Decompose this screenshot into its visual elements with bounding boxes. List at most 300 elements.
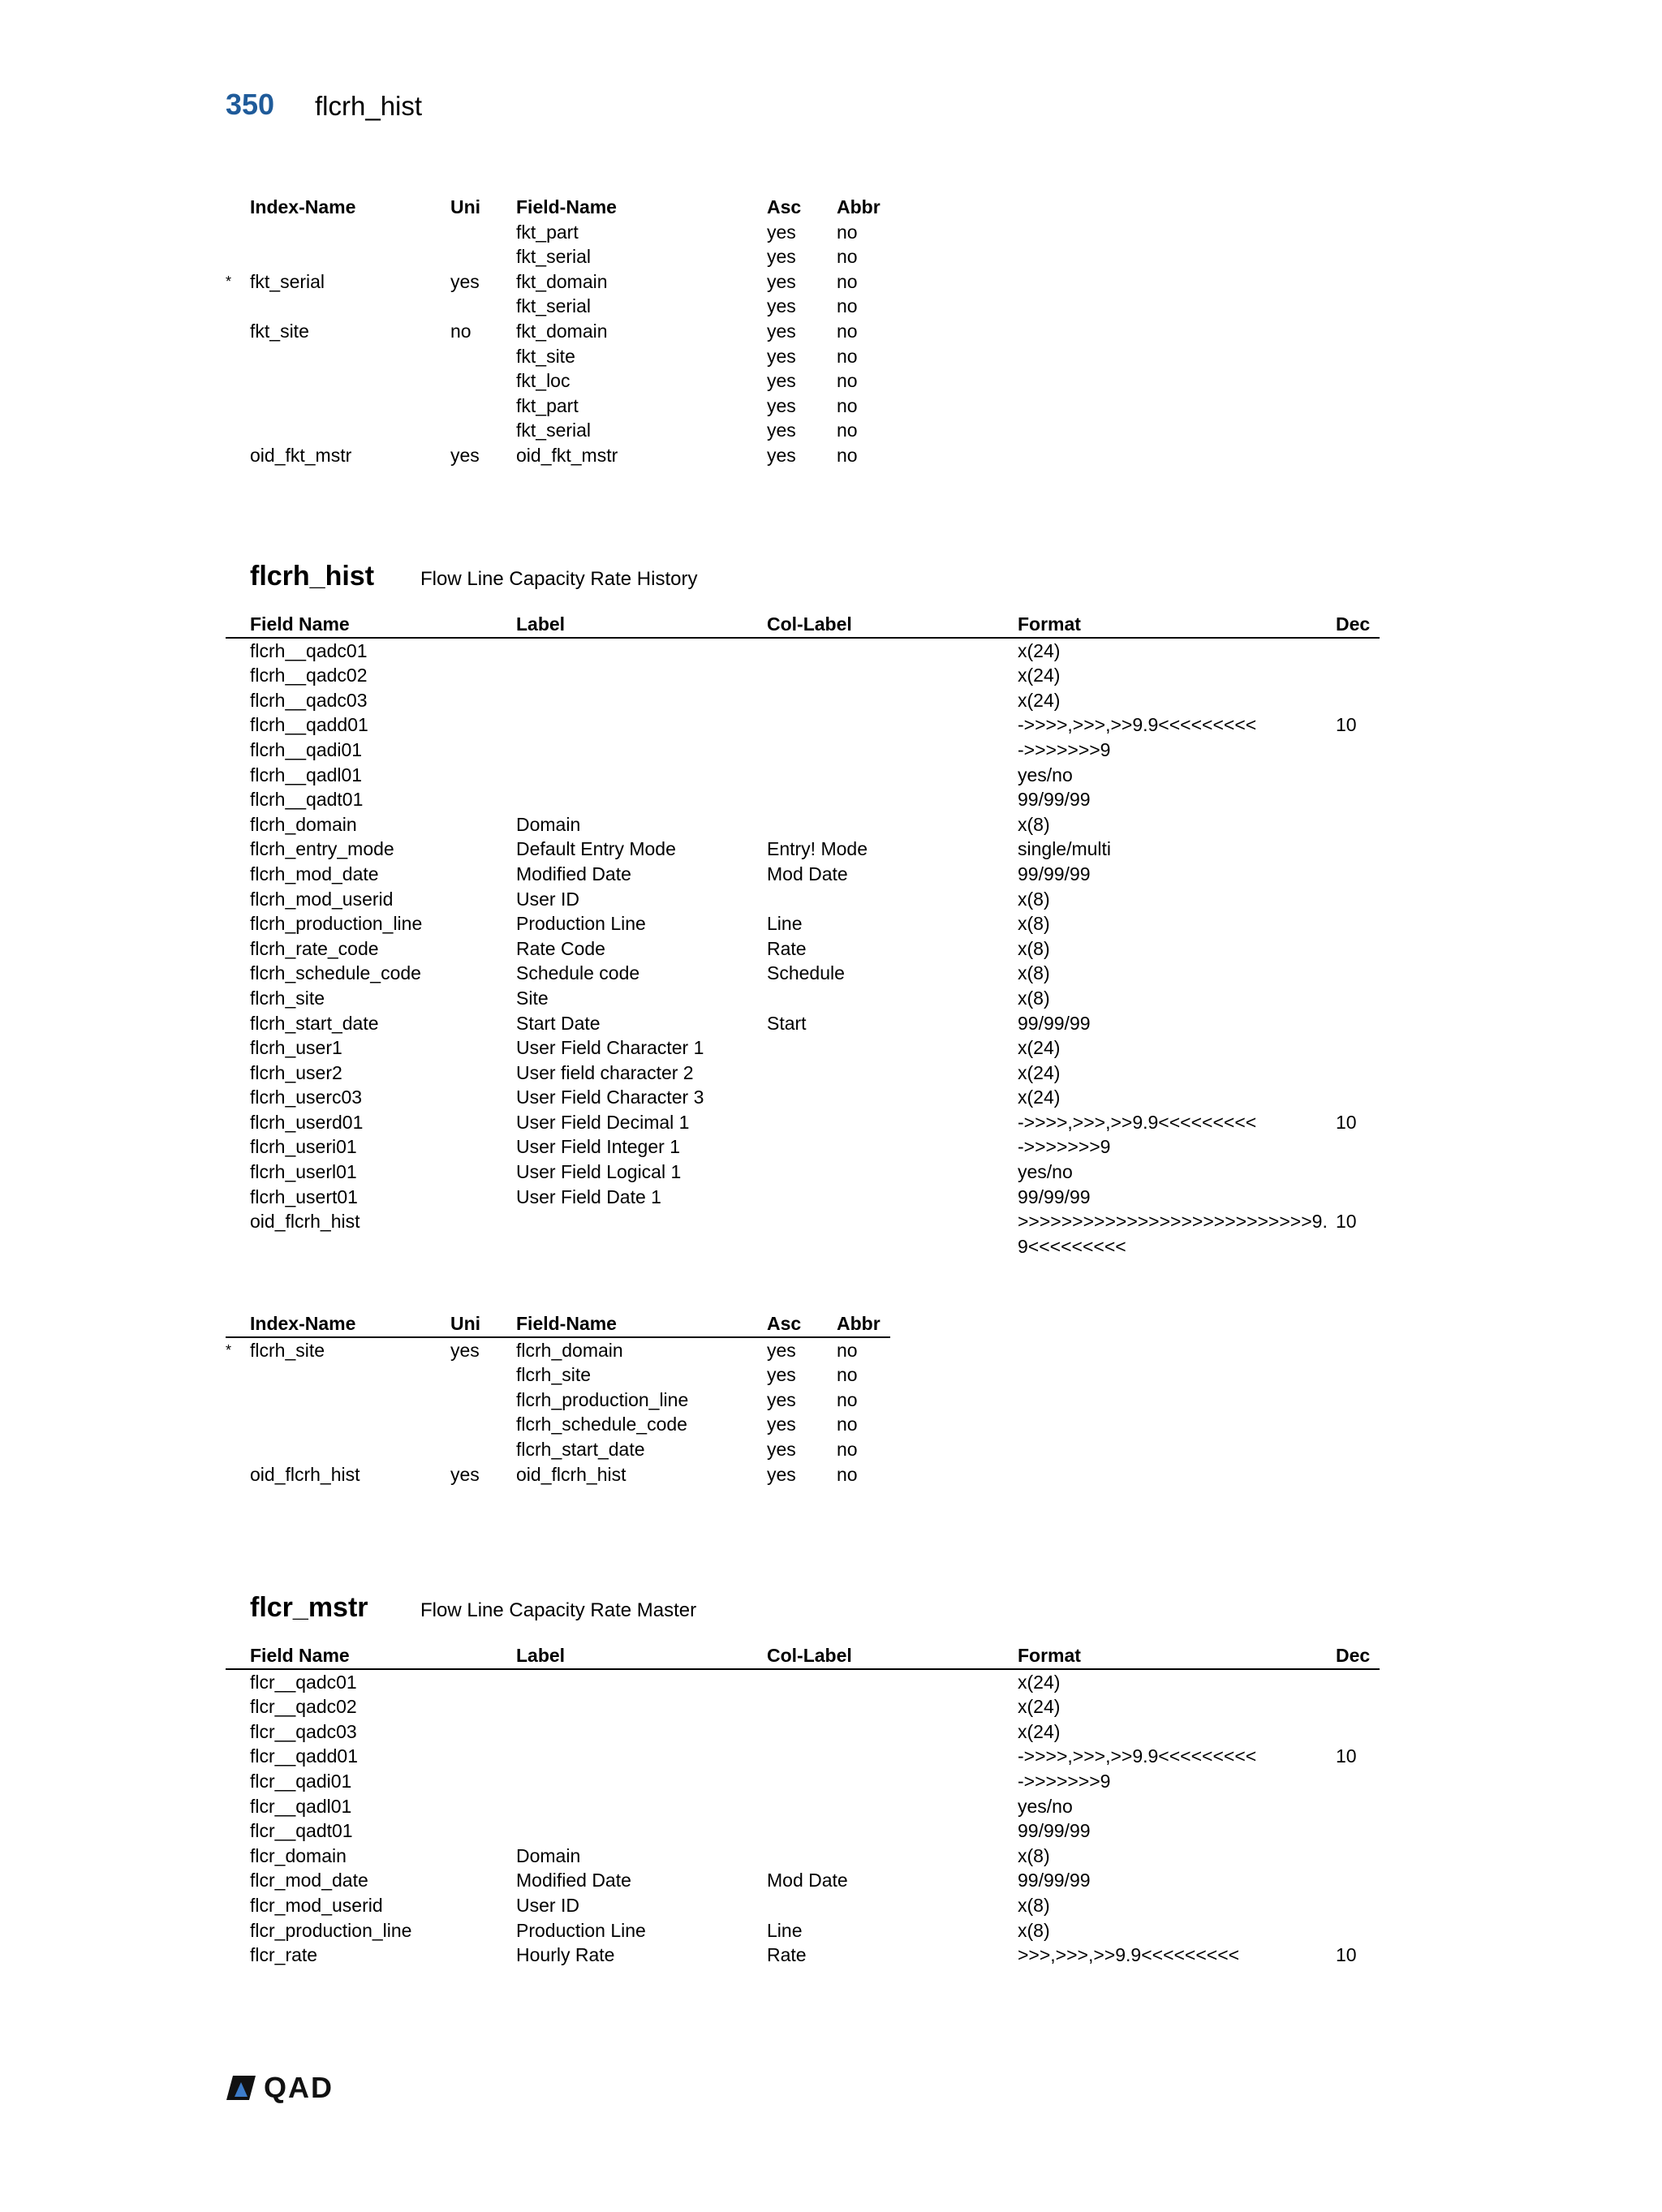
qad-logo-text: QAD bbox=[264, 2071, 334, 2104]
col-label-cell bbox=[767, 1719, 1018, 1745]
abbreviated-cell: no bbox=[837, 295, 858, 317]
field-name-cell: flcrh_user2 bbox=[250, 1061, 342, 1083]
label-cell: Modified Date bbox=[516, 863, 631, 884]
col-label-cell bbox=[767, 1769, 1018, 1794]
row-marker bbox=[226, 1918, 250, 1943]
label-cell bbox=[516, 787, 767, 812]
ascending-cell: yes bbox=[767, 295, 796, 317]
decimals-cell bbox=[1336, 1011, 1380, 1036]
label-cell: Production Line bbox=[516, 913, 646, 935]
col-label-cell bbox=[767, 1209, 1018, 1259]
row-marker bbox=[226, 1744, 250, 1769]
format-cell: x(8) bbox=[1018, 987, 1050, 1009]
index-marker bbox=[226, 394, 250, 419]
unique-cell bbox=[450, 220, 516, 245]
row-marker bbox=[226, 1769, 250, 1794]
format-cell: x(24) bbox=[1018, 689, 1061, 711]
label-cell: Production Line bbox=[516, 1919, 646, 1941]
col-label-cell: Rate bbox=[767, 1944, 807, 1966]
row-marker bbox=[226, 763, 250, 788]
index-name-cell bbox=[250, 1362, 450, 1388]
label-cell bbox=[516, 1769, 767, 1794]
col-label-cell: Mod Date bbox=[767, 863, 848, 884]
ascending-cell: yes bbox=[767, 1388, 796, 1410]
decimals-cell: 10 bbox=[1336, 714, 1357, 736]
index-marker: * bbox=[226, 1341, 232, 1358]
unique-cell bbox=[450, 344, 516, 369]
decimals-cell bbox=[1336, 787, 1380, 812]
decimals-cell bbox=[1336, 887, 1380, 912]
decimals-cell: 10 bbox=[1336, 1211, 1357, 1233]
label-cell bbox=[516, 1209, 767, 1259]
label-cell: Domain bbox=[516, 813, 581, 835]
format-cell: x(24) bbox=[1018, 1671, 1061, 1693]
index-name-cell: oid_flcrh_hist bbox=[250, 1463, 360, 1485]
label-cell: User ID bbox=[516, 888, 579, 910]
row-marker bbox=[226, 712, 250, 738]
index-name-cell bbox=[250, 244, 450, 269]
col-header-asc: Asc bbox=[767, 1311, 837, 1337]
table-row bbox=[226, 1185, 1380, 1210]
row-marker bbox=[226, 787, 250, 812]
field-name-cell: fkt_domain bbox=[516, 320, 608, 342]
field-name-cell: flcr_domain bbox=[250, 1844, 347, 1866]
abbreviated-cell: no bbox=[837, 444, 858, 466]
table-row bbox=[226, 344, 890, 369]
field-name-cell: fkt_part bbox=[516, 221, 579, 243]
row-marker bbox=[226, 1694, 250, 1719]
table-row bbox=[226, 1918, 1380, 1943]
row-marker bbox=[226, 1061, 250, 1086]
table-row bbox=[226, 1844, 1380, 1869]
index-name-cell bbox=[250, 418, 450, 443]
col-label-cell bbox=[767, 663, 1018, 688]
abbreviated-cell: no bbox=[837, 370, 858, 392]
decimals-cell: 10 bbox=[1336, 1745, 1357, 1767]
col-header-label: Label bbox=[516, 612, 767, 638]
table-row bbox=[226, 1337, 890, 1363]
table-row bbox=[226, 1412, 890, 1437]
col-label-cell: Start bbox=[767, 1012, 807, 1034]
ascending-cell: yes bbox=[767, 221, 796, 243]
field-name-cell: flcrh_userl01 bbox=[250, 1161, 357, 1183]
table-row bbox=[226, 812, 1380, 837]
abbreviated-cell: no bbox=[837, 345, 858, 367]
unique-cell bbox=[450, 394, 516, 419]
label-cell bbox=[516, 1669, 767, 1695]
col-label-cell bbox=[767, 712, 1018, 738]
table-row bbox=[226, 1437, 890, 1462]
col-label-cell bbox=[767, 1160, 1018, 1185]
col-label-cell bbox=[767, 1110, 1018, 1135]
table-row bbox=[226, 1388, 890, 1413]
index-marker bbox=[226, 418, 250, 443]
row-marker bbox=[226, 1209, 250, 1259]
field-name-cell: fkt_site bbox=[516, 345, 575, 367]
unique-cell bbox=[450, 244, 516, 269]
label-cell bbox=[516, 738, 767, 763]
index-marker bbox=[226, 1462, 250, 1487]
format-cell: 99/99/99 bbox=[1018, 1820, 1091, 1842]
decimals-cell bbox=[1336, 738, 1380, 763]
table-row bbox=[226, 1209, 1380, 1259]
index-marker bbox=[226, 344, 250, 369]
field-name-cell: flcrh__qadl01 bbox=[250, 764, 363, 785]
table-row bbox=[226, 1035, 1380, 1061]
table-row bbox=[226, 1085, 1380, 1110]
table-row bbox=[226, 244, 890, 269]
field-name-cell: oid_flcrh_hist bbox=[516, 1463, 626, 1485]
col-label-cell: Mod Date bbox=[767, 1870, 848, 1891]
col-label-cell bbox=[767, 1844, 1018, 1869]
format-cell: 99/99/99 bbox=[1018, 1870, 1091, 1891]
field-name-cell: flcr__qadl01 bbox=[250, 1795, 352, 1817]
decimals-cell: 10 bbox=[1336, 1111, 1357, 1133]
format-cell: yes/no bbox=[1018, 1795, 1073, 1817]
format-cell: x(8) bbox=[1018, 1894, 1050, 1916]
ascending-cell: yes bbox=[767, 1414, 796, 1435]
field-name-cell: flcr__qadd01 bbox=[250, 1745, 358, 1767]
table-row bbox=[226, 220, 890, 245]
qad-logo-icon bbox=[225, 2074, 257, 2102]
index-marker: * bbox=[226, 273, 232, 290]
row-marker bbox=[226, 812, 250, 837]
table-row bbox=[226, 1160, 1380, 1185]
table-row bbox=[226, 269, 890, 295]
field-table-flcrh-hist bbox=[226, 612, 1380, 1259]
col-header-uni: Uni bbox=[450, 196, 481, 217]
format-cell: >>>>>>>>>>>>>>>>>>>>>>>>>>>9.9<<<<<<<<< bbox=[1018, 1211, 1328, 1257]
row-marker bbox=[226, 1943, 250, 1968]
col-label-cell: Schedule bbox=[767, 962, 845, 984]
decimals-cell bbox=[1336, 1185, 1380, 1210]
decimals-cell bbox=[1336, 1160, 1380, 1185]
decimals-cell bbox=[1336, 862, 1380, 887]
label-cell bbox=[516, 663, 767, 688]
label-cell: Modified Date bbox=[516, 1870, 631, 1891]
decimals-cell bbox=[1336, 1669, 1380, 1695]
field-name-cell: fkt_domain bbox=[516, 270, 608, 292]
label-cell: User Field Date 1 bbox=[516, 1186, 661, 1207]
ascending-cell: yes bbox=[767, 394, 796, 416]
table-row bbox=[226, 418, 890, 443]
unique-cell: yes bbox=[450, 270, 480, 292]
col-label-cell bbox=[767, 1818, 1018, 1844]
table-row bbox=[226, 961, 1380, 986]
row-marker bbox=[226, 1160, 250, 1185]
col-header-abbr: Abbr bbox=[837, 196, 881, 217]
decimals-cell bbox=[1336, 1818, 1380, 1844]
table-row bbox=[226, 1719, 1380, 1745]
format-cell: x(24) bbox=[1018, 1061, 1061, 1083]
decimals-cell bbox=[1336, 1893, 1380, 1918]
format-cell: x(24) bbox=[1018, 1696, 1061, 1718]
field-name-cell: flcrh__qadc03 bbox=[250, 689, 368, 711]
format-cell: x(24) bbox=[1018, 639, 1061, 661]
row-marker bbox=[226, 986, 250, 1011]
abbreviated-cell: no bbox=[837, 420, 858, 441]
row-marker bbox=[226, 1185, 250, 1210]
table-row bbox=[226, 787, 1380, 812]
ascending-cell: yes bbox=[767, 1463, 796, 1485]
row-marker bbox=[226, 1794, 250, 1819]
abbreviated-cell: no bbox=[837, 1388, 858, 1410]
label-cell: User Field Decimal 1 bbox=[516, 1111, 690, 1133]
table-row bbox=[226, 763, 1380, 788]
decimals-cell bbox=[1336, 763, 1380, 788]
index-marker bbox=[226, 294, 250, 319]
unique-cell bbox=[450, 1437, 516, 1462]
index-name-cell bbox=[250, 1388, 450, 1413]
index-marker bbox=[226, 368, 250, 394]
col-label-cell: Entry! Mode bbox=[767, 838, 868, 860]
label-cell bbox=[516, 688, 767, 713]
ascending-cell: yes bbox=[767, 1339, 796, 1361]
index-name-cell bbox=[250, 1437, 450, 1462]
col-label-cell bbox=[767, 1085, 1018, 1110]
col-header-field-name: Field-Name bbox=[516, 1311, 767, 1337]
index-name-cell bbox=[250, 344, 450, 369]
table-description-flcrh-hist: Flow Line Capacity Rate History bbox=[420, 568, 698, 590]
format-cell: ->>>>>>>9 bbox=[1018, 1136, 1111, 1158]
format-cell: ->>>>,>>>,>>9.9<<<<<<<<< bbox=[1018, 1111, 1257, 1133]
format-cell: 99/99/99 bbox=[1018, 863, 1091, 884]
field-name-cell: flcr_mod_userid bbox=[250, 1894, 383, 1916]
ascending-cell: yes bbox=[767, 320, 796, 342]
col-header-index-name: Index-Name bbox=[250, 196, 356, 217]
index-name-cell bbox=[250, 368, 450, 394]
table-description-flcr-mstr: Flow Line Capacity Rate Master bbox=[420, 1599, 697, 1621]
table-row bbox=[226, 1694, 1380, 1719]
col-header-dec: Dec bbox=[1336, 1643, 1380, 1669]
index-marker bbox=[226, 319, 250, 344]
field-name-cell: flcrh_rate_code bbox=[250, 937, 379, 959]
abbreviated-cell: no bbox=[837, 270, 858, 292]
format-cell: ->>>>>>>9 bbox=[1018, 1770, 1111, 1792]
field-name-cell: fkt_loc bbox=[516, 370, 571, 392]
decimals-cell bbox=[1336, 812, 1380, 837]
label-cell bbox=[516, 1744, 767, 1769]
row-marker bbox=[226, 1085, 250, 1110]
label-cell: Default Entry Mode bbox=[516, 838, 676, 860]
row-marker bbox=[226, 837, 250, 862]
ascending-cell: yes bbox=[767, 444, 796, 466]
table-row bbox=[226, 1818, 1380, 1844]
decimals-cell bbox=[1336, 1085, 1380, 1110]
format-cell: 99/99/99 bbox=[1018, 1186, 1091, 1207]
row-marker bbox=[226, 638, 250, 664]
format-cell: x(24) bbox=[1018, 1087, 1061, 1108]
index-marker bbox=[226, 220, 250, 245]
col-header-field-name: Field-Name bbox=[516, 196, 617, 217]
label-cell bbox=[516, 712, 767, 738]
index-marker bbox=[226, 244, 250, 269]
row-marker bbox=[226, 1134, 250, 1160]
table-row bbox=[226, 862, 1380, 887]
row-marker bbox=[226, 1011, 250, 1036]
row-marker bbox=[226, 688, 250, 713]
col-label-cell bbox=[767, 887, 1018, 912]
decimals-cell bbox=[1336, 1035, 1380, 1061]
field-name-cell: flcrh_domain bbox=[516, 1339, 623, 1361]
field-name-cell: flcr_production_line bbox=[250, 1919, 412, 1941]
unique-cell bbox=[450, 1388, 516, 1413]
unique-cell: yes bbox=[450, 1463, 480, 1485]
ascending-cell: yes bbox=[767, 420, 796, 441]
col-label-cell bbox=[767, 986, 1018, 1011]
field-name-cell: flcrh__qadi01 bbox=[250, 738, 363, 760]
field-name-cell: flcrh_schedule_code bbox=[250, 962, 421, 984]
field-name-cell: flcr__qadc01 bbox=[250, 1671, 357, 1693]
label-cell: Start Date bbox=[516, 1012, 601, 1034]
index-name-cell: fkt_site bbox=[250, 320, 309, 342]
field-name-cell: flcrh_site bbox=[250, 987, 325, 1009]
col-label-cell: Line bbox=[767, 913, 803, 935]
decimals-cell bbox=[1336, 1061, 1380, 1086]
table-row bbox=[226, 1362, 890, 1388]
format-cell: x(24) bbox=[1018, 1720, 1061, 1742]
row-marker bbox=[226, 663, 250, 688]
col-header-dec: Dec bbox=[1336, 612, 1380, 638]
decimals-cell bbox=[1336, 1844, 1380, 1869]
table-row bbox=[226, 1893, 1380, 1918]
page-title: flcrh_hist bbox=[315, 91, 423, 121]
field-name-cell: fkt_serial bbox=[516, 246, 592, 268]
field-name-cell: flcr__qadi01 bbox=[250, 1770, 352, 1792]
col-header-col-label: Col-Label bbox=[767, 612, 1018, 638]
table-row bbox=[226, 638, 1380, 664]
field-name-cell: flcrh__qadd01 bbox=[250, 714, 368, 736]
index-name-cell: flcrh_site bbox=[250, 1339, 325, 1361]
format-cell: ->>>>,>>>,>>9.9<<<<<<<<< bbox=[1018, 714, 1257, 736]
index-name-cell bbox=[250, 220, 450, 245]
unique-cell bbox=[450, 418, 516, 443]
page-number: 350 bbox=[226, 88, 275, 121]
ascending-cell: yes bbox=[767, 270, 796, 292]
decimals-cell: 10 bbox=[1336, 1944, 1357, 1966]
label-cell: User Field Character 1 bbox=[516, 1037, 704, 1059]
row-marker bbox=[226, 1893, 250, 1918]
table-row bbox=[226, 1110, 1380, 1135]
label-cell bbox=[516, 1794, 767, 1819]
format-cell: 99/99/99 bbox=[1018, 1012, 1091, 1034]
col-header-format: Format bbox=[1018, 612, 1336, 638]
abbreviated-cell: no bbox=[837, 246, 858, 268]
field-name-cell: flcrh_start_date bbox=[250, 1012, 379, 1034]
unique-cell: yes bbox=[450, 1339, 480, 1361]
field-name-cell: oid_fkt_mstr bbox=[516, 444, 618, 466]
abbreviated-cell: no bbox=[837, 1414, 858, 1435]
col-header-field-name: Field Name bbox=[250, 612, 516, 638]
col-label-cell bbox=[767, 1794, 1018, 1819]
decimals-cell bbox=[1336, 1868, 1380, 1893]
col-header-index-name: Index-Name bbox=[250, 1311, 450, 1337]
label-cell bbox=[516, 763, 767, 788]
format-cell: x(8) bbox=[1018, 1919, 1050, 1941]
format-cell: >>>,>>>,>>9.9<<<<<<<<< bbox=[1018, 1944, 1240, 1966]
abbreviated-cell: no bbox=[837, 1463, 858, 1485]
format-cell: ->>>>>>>9 bbox=[1018, 738, 1111, 760]
field-name-cell: oid_flcrh_hist bbox=[250, 1211, 360, 1233]
label-cell bbox=[516, 1719, 767, 1745]
table-row bbox=[226, 1868, 1380, 1893]
col-header-uni: Uni bbox=[450, 1311, 516, 1337]
abbreviated-cell: no bbox=[837, 221, 858, 243]
index-marker bbox=[226, 1388, 250, 1413]
col-label-cell bbox=[767, 812, 1018, 837]
decimals-cell bbox=[1336, 1794, 1380, 1819]
decimals-cell bbox=[1336, 837, 1380, 862]
col-label-cell bbox=[767, 688, 1018, 713]
format-cell: ->>>>,>>>,>>9.9<<<<<<<<< bbox=[1018, 1745, 1257, 1767]
field-name-cell: fkt_serial bbox=[516, 420, 592, 441]
field-name-cell: flcrh_entry_mode bbox=[250, 838, 394, 860]
col-header-abbr: Abbr bbox=[837, 1311, 890, 1337]
field-name-cell: flcr__qadc02 bbox=[250, 1696, 357, 1718]
table-row bbox=[226, 1794, 1380, 1819]
col-label-cell bbox=[767, 1694, 1018, 1719]
field-name-cell: flcrh__qadc02 bbox=[250, 665, 368, 686]
table-row bbox=[226, 1134, 1380, 1160]
table-row bbox=[226, 1943, 1380, 1968]
unique-cell bbox=[450, 1362, 516, 1388]
ascending-cell: yes bbox=[767, 370, 796, 392]
field-name-cell: flcrh_production_line bbox=[516, 1388, 689, 1410]
row-marker bbox=[226, 911, 250, 936]
field-name-cell: flcrh_mod_userid bbox=[250, 888, 394, 910]
table-row bbox=[226, 663, 1380, 688]
col-label-cell: Rate bbox=[767, 937, 807, 959]
field-name-cell: flcr__qadc03 bbox=[250, 1720, 357, 1742]
col-label-cell bbox=[767, 1061, 1018, 1086]
format-cell: x(24) bbox=[1018, 665, 1061, 686]
field-name-cell: flcrh_production_line bbox=[250, 913, 423, 935]
field-name-cell: flcr_rate bbox=[250, 1944, 318, 1966]
table-row bbox=[226, 986, 1380, 1011]
format-cell: single/multi bbox=[1018, 838, 1112, 860]
field-name-cell: flcrh_usert01 bbox=[250, 1186, 358, 1207]
label-cell bbox=[516, 638, 767, 664]
index-marker bbox=[226, 1412, 250, 1437]
decimals-cell bbox=[1336, 638, 1380, 664]
table-row bbox=[226, 887, 1380, 912]
index-name-cell bbox=[250, 1412, 450, 1437]
decimals-cell bbox=[1336, 911, 1380, 936]
table-row bbox=[226, 443, 890, 468]
field-name-cell: flcrh_schedule_code bbox=[516, 1414, 687, 1435]
qad-logo bbox=[225, 2071, 334, 2105]
index-name-cell: fkt_serial bbox=[250, 270, 325, 292]
abbreviated-cell: no bbox=[837, 1339, 858, 1361]
col-label-cell bbox=[767, 1669, 1018, 1695]
col-label-cell: Line bbox=[767, 1919, 803, 1941]
row-marker bbox=[226, 1844, 250, 1869]
decimals-cell bbox=[1336, 663, 1380, 688]
table-row bbox=[226, 1061, 1380, 1086]
label-cell: User Field Integer 1 bbox=[516, 1136, 680, 1158]
col-label-cell bbox=[767, 738, 1018, 763]
abbreviated-cell: no bbox=[837, 1364, 858, 1386]
decimals-cell bbox=[1336, 961, 1380, 986]
table-row bbox=[226, 1462, 890, 1487]
format-cell: x(8) bbox=[1018, 962, 1050, 984]
table-row bbox=[226, 712, 1380, 738]
col-header-label: Label bbox=[516, 1643, 767, 1669]
row-marker bbox=[226, 887, 250, 912]
decimals-cell bbox=[1336, 1134, 1380, 1160]
table-row bbox=[226, 1011, 1380, 1036]
label-cell: User ID bbox=[516, 1894, 579, 1916]
